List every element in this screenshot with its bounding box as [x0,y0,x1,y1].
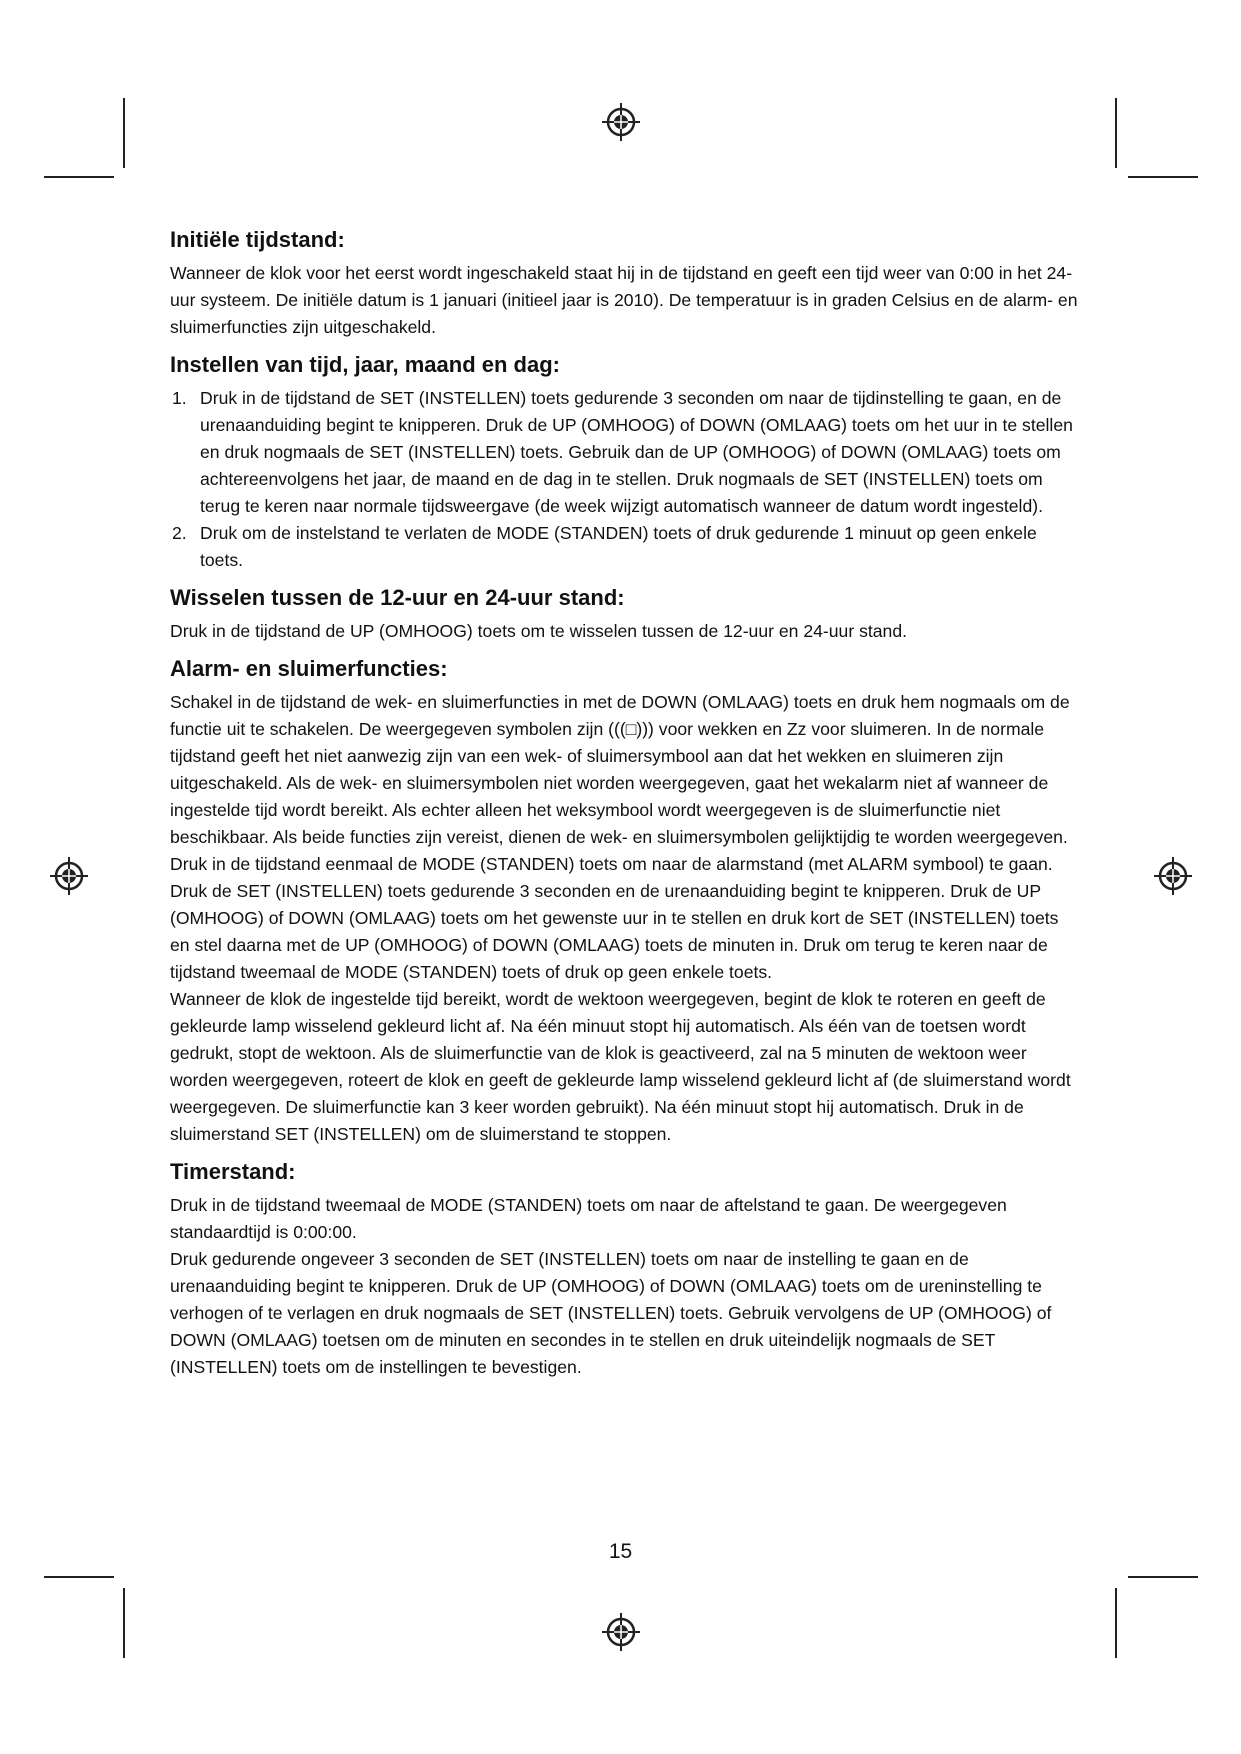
paragraph: Druk de SET (INSTELLEN) toets gedurende 3 seconden en de urenaanduiding begint te knipperen. Druk de UP (OMHOOG) of DOWN (OMLAAG) toets om het gewenste uur in te stellen en druk kort de SET (INSTELLEN) toets en stel daarna met de UP (OMHOOG) of DOWN (OMLAAG) toets de minuten in. Druk om terug te keren naar de tijdstand tweemaal de MODE (STANDEN) toets of druk op geen enkele toets. [170,881,1059,982]
list-number: 2. [172,523,187,543]
section-12-24-switch [170,584,1080,645]
crop-mark [123,1588,125,1658]
section-timer [170,1158,1080,1381]
list-number: 1. [172,388,187,408]
registration-mark-icon [601,1612,641,1652]
page-number: 15 [608,1540,633,1563]
section-initial-time [170,226,1080,341]
crop-mark [1128,1576,1198,1578]
section-setting-time [170,351,1080,574]
section-heading: Timerstand: [170,1159,296,1184]
section-alarm-snooze [170,655,1080,1148]
registration-mark-icon [49,856,89,896]
crop-mark [44,1576,114,1578]
list-item [170,520,1080,574]
list-item-text: Druk om de instelstand te verlaten de MODE (STANDEN) toets of druk gedurende 1 minuut op geen enkele toets. [200,523,1037,570]
list-item [170,385,1080,520]
section-heading: Instellen van tijd, jaar, maand en dag: [170,352,560,377]
section-heading: Initiële tijdstand: [170,227,345,252]
numbered-list [170,385,1080,574]
paragraph: Wanneer de klok voor het eerst wordt ingeschakeld staat hij in de tijdstand en geeft een tijd weer van 0:00 in het 24-uur systeem. De initiële datum is 1 januari (initieel jaar is 2010). De temperatuur is in graden Celsius en de alarm- en sluimerfuncties zijn uitgeschakeld. [170,263,1078,337]
crop-mark [1128,176,1198,178]
paragraph: Druk in de tijdstand de UP (OMHOOG) toets om te wisselen tussen de 12-uur en 24-uur stand. [170,621,908,641]
crop-mark [123,98,125,168]
list-item-text: Druk in de tijdstand de SET (INSTELLEN) toets gedurende 3 seconden om naar de tijdinstelling te gaan, en de urenaanduiding begint te knipperen. Druk de UP (OMHOOG) of DOWN (OMLAAG) toets om het uur in te stellen en druk nogmaals de SET (INSTELLEN) toets. Gebruik dan de UP (OMHOOG) of DOWN (OMLAAG) toets om achtereenvolgens het jaar, de maand en de dag in te stellen. Druk nogmaals de SET (INSTELLEN) toets om terug te keren naar normale tijdsweergave (de week wijzigt automatisch wanneer de datum wordt ingesteld). [200,388,1073,516]
paragraph: Druk in de tijdstand tweemaal de MODE (STANDEN) toets om naar de aftelstand te gaan. De weergegeven standaardtijd is 0:00:00. [170,1195,1007,1242]
paragraph: Schakel in de tijdstand de wek- en sluimerfuncties in met de DOWN (OMLAAG) toets en druk hem nogmaals om de functie uit te schakelen. De weergegeven symbolen zijn (((□))) voor wekken en Zz voor sluimeren. In de normale tijdstand geeft het niet aanwezig zijn van een wek- of sluimersymbool aan dat het wekken en sluimeren zijn uitgeschakeld. Als de wek- en sluimersymbolen niet worden weergegeven, gaat het wekalarm niet af wanneer de ingestelde tijd wordt bereikt. Als echter alleen het weksymbool wordt weergegeven is de sluimerfunctie niet beschikbaar. Als beide functies zijn vereist, dienen de wek- en sluimersymbolen gelijktijdig te worden weergegeven. [170,692,1070,847]
crop-mark [1115,1588,1117,1658]
section-heading: Alarm- en sluimerfuncties: [170,656,448,681]
crop-mark [1115,98,1117,168]
paragraph: Druk gedurende ongeveer 3 seconden de SET (INSTELLEN) toets om naar de instelling te gaan en de urenaanduiding begint te knipperen. Druk de UP (OMHOOG) of DOWN (OMLAAG) toets om de ureninstelling te verhogen of te verlagen en druk nogmaals de SET (INSTELLEN) toets. Gebruik vervolgens de UP (OMHOOG) of DOWN (OMLAAG) toetsen om de minuten en secondes in te stellen en druk uiteindelijk nogmaals de SET (INSTELLEN) toets om de instellingen te bevestigen. [170,1249,1052,1377]
paragraph: Wanneer de klok de ingestelde tijd bereikt, wordt de wektoon weergegeven, begint de klok te roteren en geeft de gekleurde lamp wisselend gekleurd licht af. Na één minuut stopt hij automatisch. Als één van de toetsen wordt gedrukt, stopt de wektoon. Als de sluimerfunctie van de klok is geactiveerd, zal na 5 minuten de wektoon weer worden weergegeven, roteert de klok en geeft de gekleurde lamp wisselend gekleurd licht af (de sluimerstand wordt weergegeven. De sluimerfunctie kan 3 keer worden gebruikt). Na één minuut stopt hij automatisch. Druk in de sluimerstand SET (INSTELLEN) om de sluimerstand te stoppen. [170,989,1071,1144]
paragraph: Druk in de tijdstand eenmaal de MODE (STANDEN) toets om naar de alarmstand (met ALARM symbool) te gaan. [170,854,1053,874]
registration-mark-icon [601,102,641,142]
crop-mark [44,176,114,178]
section-heading: Wisselen tussen de 12-uur en 24-uur stand: [170,585,625,610]
registration-mark-icon [1153,856,1193,896]
page-content [170,226,1080,1391]
